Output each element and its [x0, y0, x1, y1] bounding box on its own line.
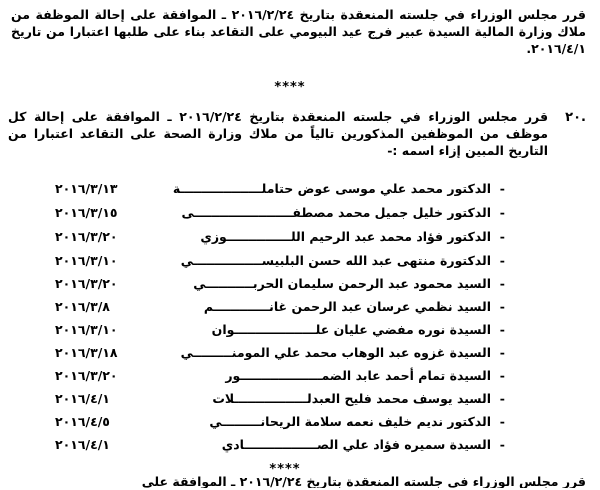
retirement-date: ٢٠١٦/٣/١٥	[55, 205, 118, 220]
list-dash: -	[499, 205, 505, 220]
retiree-row	[55, 322, 505, 342]
list-dash: -	[499, 299, 505, 314]
list-dash: -	[499, 322, 505, 337]
retiree-row	[55, 368, 505, 388]
retirement-date: ٢٠١٦/٣/٢٠	[55, 229, 118, 244]
retiree-name: الدكتور فؤاد محمد عبد الرحيم اللـــــــــــــــوزي	[200, 229, 491, 244]
retiree-row	[55, 253, 505, 273]
retiree-row	[55, 181, 505, 201]
retiree-row	[55, 299, 505, 319]
list-dash: -	[499, 181, 505, 196]
retiree-name: السيد نظمي عرسان عبد الرحمن غانـــــــــــــم	[203, 299, 491, 314]
retirement-date: ٢٠١٦/٤/١	[55, 437, 110, 452]
retirement-date: ٢٠١٦/٣/٢٠	[55, 368, 118, 383]
item-number: ٢٠.	[565, 110, 586, 125]
retiree-name: السيد يوسف محمد فليح العبدلـــــــــــــــــلات	[212, 391, 491, 406]
next-paragraph-partial: قرر مجلس الوزراء في جلسته المنعقدة بتاريخ ٢٠١٦/٢/٢٤ ـ الموافقة على	[141, 474, 586, 488]
retirement-date: ٢٠١٦/٣/٨	[55, 299, 110, 314]
list-dash: -	[499, 391, 505, 406]
retirement-date: ٢٠١٦/٣/٢٠	[55, 276, 118, 291]
decision-paragraph-1: قرر مجلس الوزراء في جلسته المنعقدة بتاريخ ٢٠١٦/٢/٢٤ ـ الموافقة على إحالة الموظفة من ملاك وزارة المالية السيدة عبير فرج عيد البيومي على التقاعد بناء على طلبها اعتبارا من تاريخ ٢٠١٦/٤/١.	[11, 7, 586, 56]
retirement-date: ٢٠١٦/٤/٥	[55, 414, 110, 429]
separator-stars-1: ****	[274, 80, 306, 95]
list-dash: -	[499, 414, 505, 429]
retiree-row	[55, 229, 505, 249]
retirement-date: ٢٠١٦/٣/١٨	[55, 345, 118, 360]
retirement-date: ٢٠١٦/٣/١٣	[55, 181, 118, 196]
list-dash: -	[499, 276, 505, 291]
list-dash: -	[499, 368, 505, 383]
retiree-row	[55, 276, 505, 296]
retirement-date: ٢٠١٦/٣/١٠	[55, 253, 118, 268]
list-dash: -	[499, 345, 505, 360]
retiree-name: السيدة تمام أحمد عابد الضمـــــــــــــــــــور	[225, 368, 491, 383]
decision-paragraph-2: قرر مجلس الوزراء في جلسته المنعقدة بتاريخ ٢٠١٦/٢/٢٤ ـ الموافقة على إحالة كل موظف من الموظفين المذكورين تالياً من ملاك وزارة الصحة على التقاعد اعتبارا من التاريخ المبين إزاء اسمه :-	[8, 109, 549, 158]
retiree-row	[55, 345, 505, 365]
retiree-name: الدكتور محمد علي موسى عوض حتاملـــــــــــــــــــة	[172, 181, 491, 196]
retiree-name: السيدة غزوه عبد الوهاب محمد علي المومنـــــــــي	[180, 345, 491, 360]
separator-stars-2: ****	[269, 462, 301, 477]
retiree-row	[55, 414, 505, 434]
retiree-row	[55, 437, 505, 457]
retiree-row	[55, 205, 505, 225]
list-dash: -	[499, 437, 505, 452]
retiree-name: السيد محمود عبد الرحمن سليمان الحربـــــــــــي	[193, 276, 491, 291]
retiree-row	[55, 391, 505, 411]
list-dash: -	[499, 253, 505, 268]
retiree-name: الدكتور خليل جميل محمد مصطفـــــــــــــــــــــــى	[181, 205, 491, 220]
retiree-name: السيدة سميره فؤاد علي الصـــــــــــــــــادي	[221, 437, 491, 452]
retirement-date: ٢٠١٦/٤/١	[55, 391, 110, 406]
retiree-name: السيدة نوره مفضي عليان علـــــــــــــــــــوان	[211, 322, 491, 337]
retiree-name: الدكتور نديم خليف نعمه سلامة الريحانـــــــــي	[209, 414, 491, 429]
retirement-date: ٢٠١٦/٣/١٠	[55, 322, 118, 337]
retiree-name: الدكتورة منتهى عبد الله حسن البلبيســــــــــــــــي	[180, 253, 491, 268]
list-dash: -	[499, 229, 505, 244]
